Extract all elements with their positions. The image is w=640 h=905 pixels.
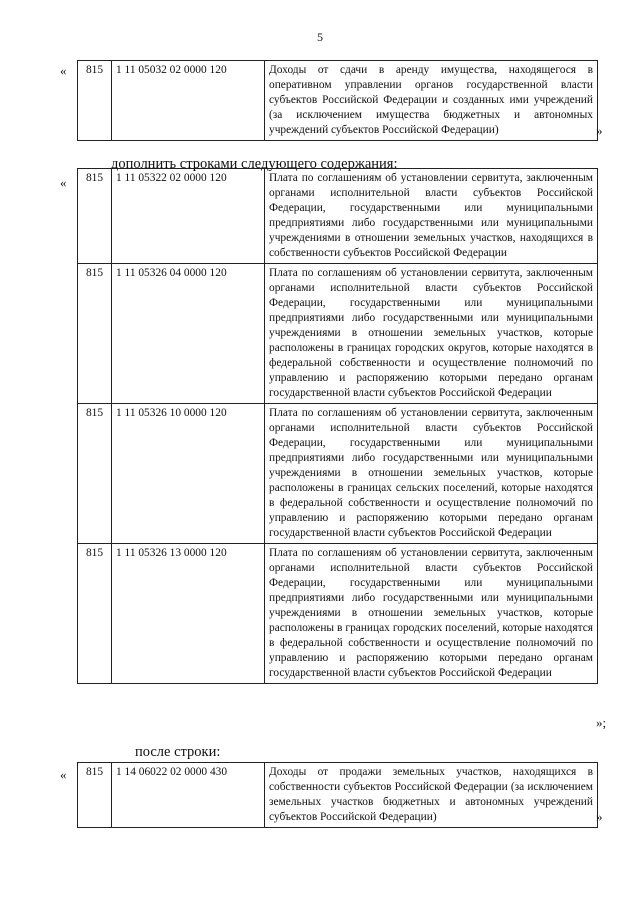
page-number: 5	[317, 30, 323, 44]
kbk-code-cell: 1 11 05326 04 0000 120	[112, 264, 265, 404]
quote-close: »	[596, 809, 603, 824]
table-row	[78, 404, 598, 544]
kbk-code-cell: 1 14 06022 02 0000 430	[112, 763, 265, 828]
description-text: Плата по соглашениям об установлении сервитута, заключенным органами исполнительной власти субъектов Российской Федерации, государственными или муниципальными предприятиями либо государственными или муниципальными учреждениями в отношении земельных участков, находящихся в собственности субъектов Российской Федерации	[269, 172, 593, 259]
quote-close-semicolon: »;	[596, 715, 607, 730]
description-cell	[265, 264, 598, 404]
admin-code-cell: 815	[78, 544, 112, 684]
budget-table-3	[77, 762, 598, 828]
kbk-code-cell: 1 11 05326 13 0000 120	[112, 544, 265, 684]
description-cell	[265, 544, 598, 684]
admin-code-cell: 815	[78, 264, 112, 404]
description-cell	[265, 763, 598, 828]
budget-table-2	[77, 168, 598, 684]
admin-code-cell: 815	[78, 169, 112, 264]
description-text: Плата по соглашениям об установлении сервитута, заключенным органами исполнительной власти субъектов Российской Федерации, государственными или муниципальными предприятиями либо государственными или муниципальными учреждениями в отношении земельных участков, которые расположены в границах городских поселений, которые находятся в федеральной собственности и осуществление полномочий по управлению и распоряжению которыми передано органам государственной власти субъектов Российской Федерации	[269, 547, 593, 679]
description-text: Плата по соглашениям об установлении сервитута, заключенным органами исполнительной власти субъектов Российской Федерации, государственными или муниципальными предприятиями либо государственными или муниципальными учреждениями в отношении земельных участков, которые расположены в границах сельских поселений, которые находятся в федеральной собственности и осуществление полномочий по управлению и распоряжению которыми передано органам государственной власти субъектов Российской Федерации	[269, 407, 593, 539]
kbk-code-cell: 1 11 05322 02 0000 120	[112, 169, 265, 264]
quote-open: «	[60, 63, 67, 78]
table-row	[78, 61, 598, 141]
description-text: Доходы от сдачи в аренду имущества, находящегося в оперативном управлении органов государственной власти субъектов Российской Федерации и созданных ими учреждений (за исключением имущества бюджетных и автономных учреждений субъектов Российской Федерации)	[269, 64, 593, 136]
description-text: Плата по соглашениям об установлении сервитута, заключенным органами исполнительной власти субъектов Российской Федерации, государственными или муниципальными предприятиями либо государственными или муниципальными учреждениями в отношении земельных участков, которые расположены в границах городских округов, которые находятся в федеральной собственности и осуществление полномочий по управлению и распоряжению которыми передано органам государственной власти субъектов Российской Федерации	[269, 267, 593, 399]
instruction-add-rows: дополнить строками следующего содержания:	[111, 156, 398, 172]
quote-open: «	[60, 767, 67, 782]
budget-table-1	[77, 60, 598, 141]
instruction-after-row: после строки:	[135, 744, 221, 760]
admin-code-cell: 815	[78, 404, 112, 544]
table-row	[78, 169, 598, 264]
quote-open: «	[60, 175, 67, 190]
admin-code-cell: 815	[78, 763, 112, 828]
description-cell	[265, 61, 598, 141]
description-text: Доходы от продажи земельных участков, находящихся в собственности субъектов Российской Федерации (за исключением земельных участков бюджетных и автономных учреждений субъектов Российской Федерации)	[269, 766, 593, 823]
table-row	[78, 763, 598, 828]
quote-close: »	[596, 123, 603, 138]
table-row	[78, 544, 598, 684]
table-row	[78, 264, 598, 404]
kbk-code-cell: 1 11 05032 02 0000 120	[112, 61, 265, 141]
kbk-code-cell: 1 11 05326 10 0000 120	[112, 404, 265, 544]
admin-code-cell: 815	[78, 61, 112, 141]
description-cell	[265, 404, 598, 544]
description-cell	[265, 169, 598, 264]
